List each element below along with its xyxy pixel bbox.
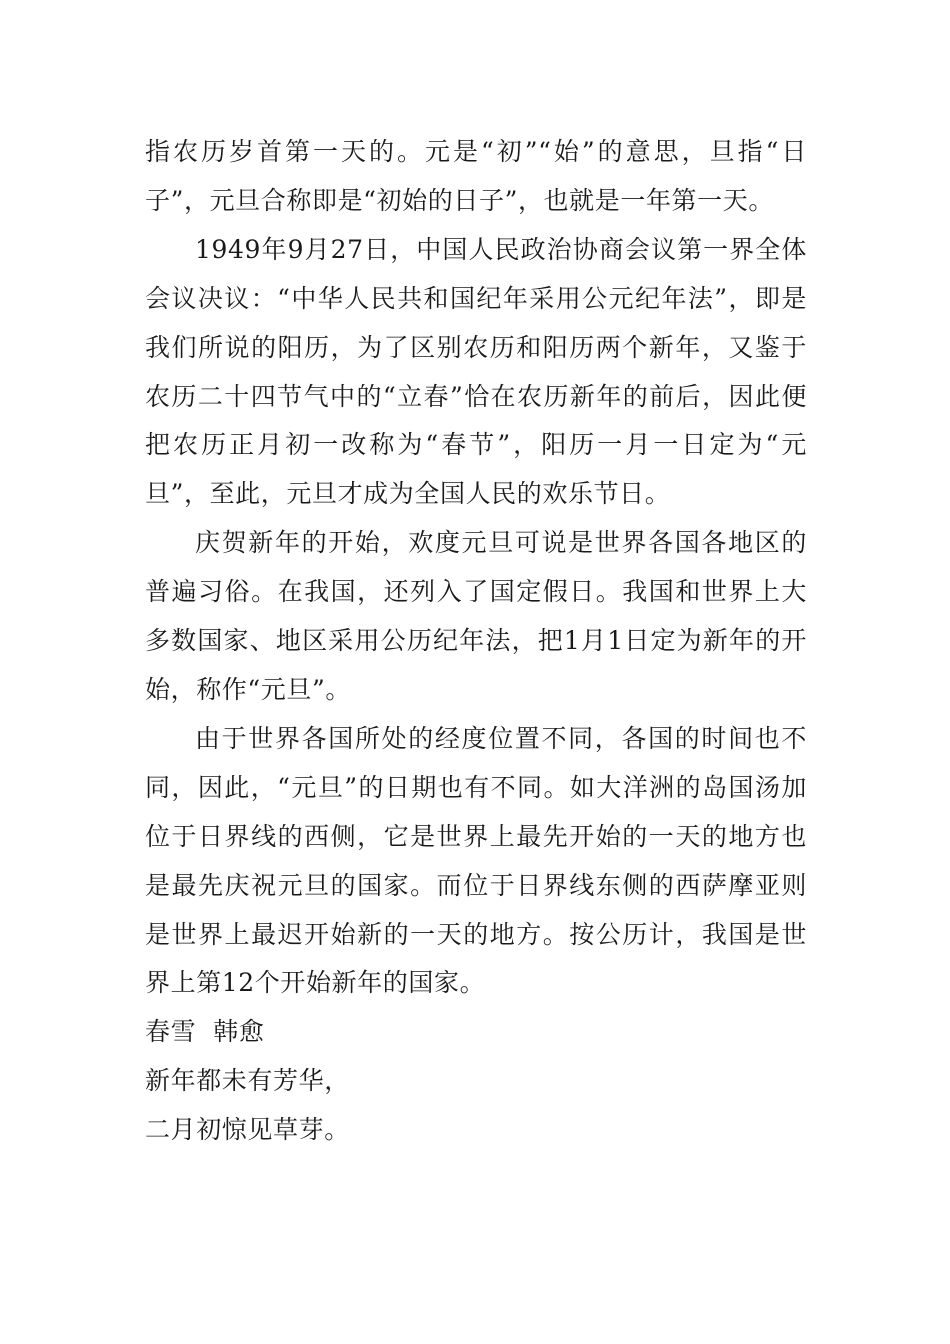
paragraph-1949-resolution: 1949年9月27日，中国人民政治协商会议第一界全体会议决议：“中华人民共和国纪年采用公元纪年法”，即是我们所说的阳历，为了区别农历和阳历两个新年，又鉴于农历二十四节气中的“立春”恰在农历新年的前后，因此便把农历正月初一改称为“春节”，阳历一月一日定为“元旦”，至此，元旦才成为全国人民的欢乐节日。 bbox=[145, 234, 807, 509]
document-body bbox=[145, 128, 807, 1155]
poem-line-2: 二月初惊见草芽。 bbox=[145, 1115, 350, 1145]
poem-line-1: 新年都未有芳华， bbox=[145, 1066, 350, 1096]
paragraph-time-zones: 由于世界各国所处的经度位置不同，各国的时间也不同，因此，“元旦”的日期也有不同。如大洋洲的岛国汤加位于日界线的西侧，它是世界上最先开始的一天的地方也是最先庆祝元旦的国家。而位于日界线东侧的西萨摩亚则是世界上最迟开始新的一天的地方。按公历计，我国是世界上第12个开始新年的国家。 bbox=[145, 723, 807, 998]
poem-title: 春雪 韩愈 bbox=[145, 1017, 265, 1047]
paragraph-continued: 指农历岁首第一天的。元是“初”“始”的意思，旦指“日子”，元旦合称即是“初始的日子”，也就是一年第一天。 bbox=[145, 137, 807, 215]
paragraph-new-year-custom: 庆贺新年的开始，欢度元旦可说是世界各国各地区的普遍习俗。在我国，还列入了国定假日。我国和世界上大多数国家、地区采用公历纪年法，把1月1日定为新年的开始，称作“元旦”。 bbox=[145, 528, 807, 704]
